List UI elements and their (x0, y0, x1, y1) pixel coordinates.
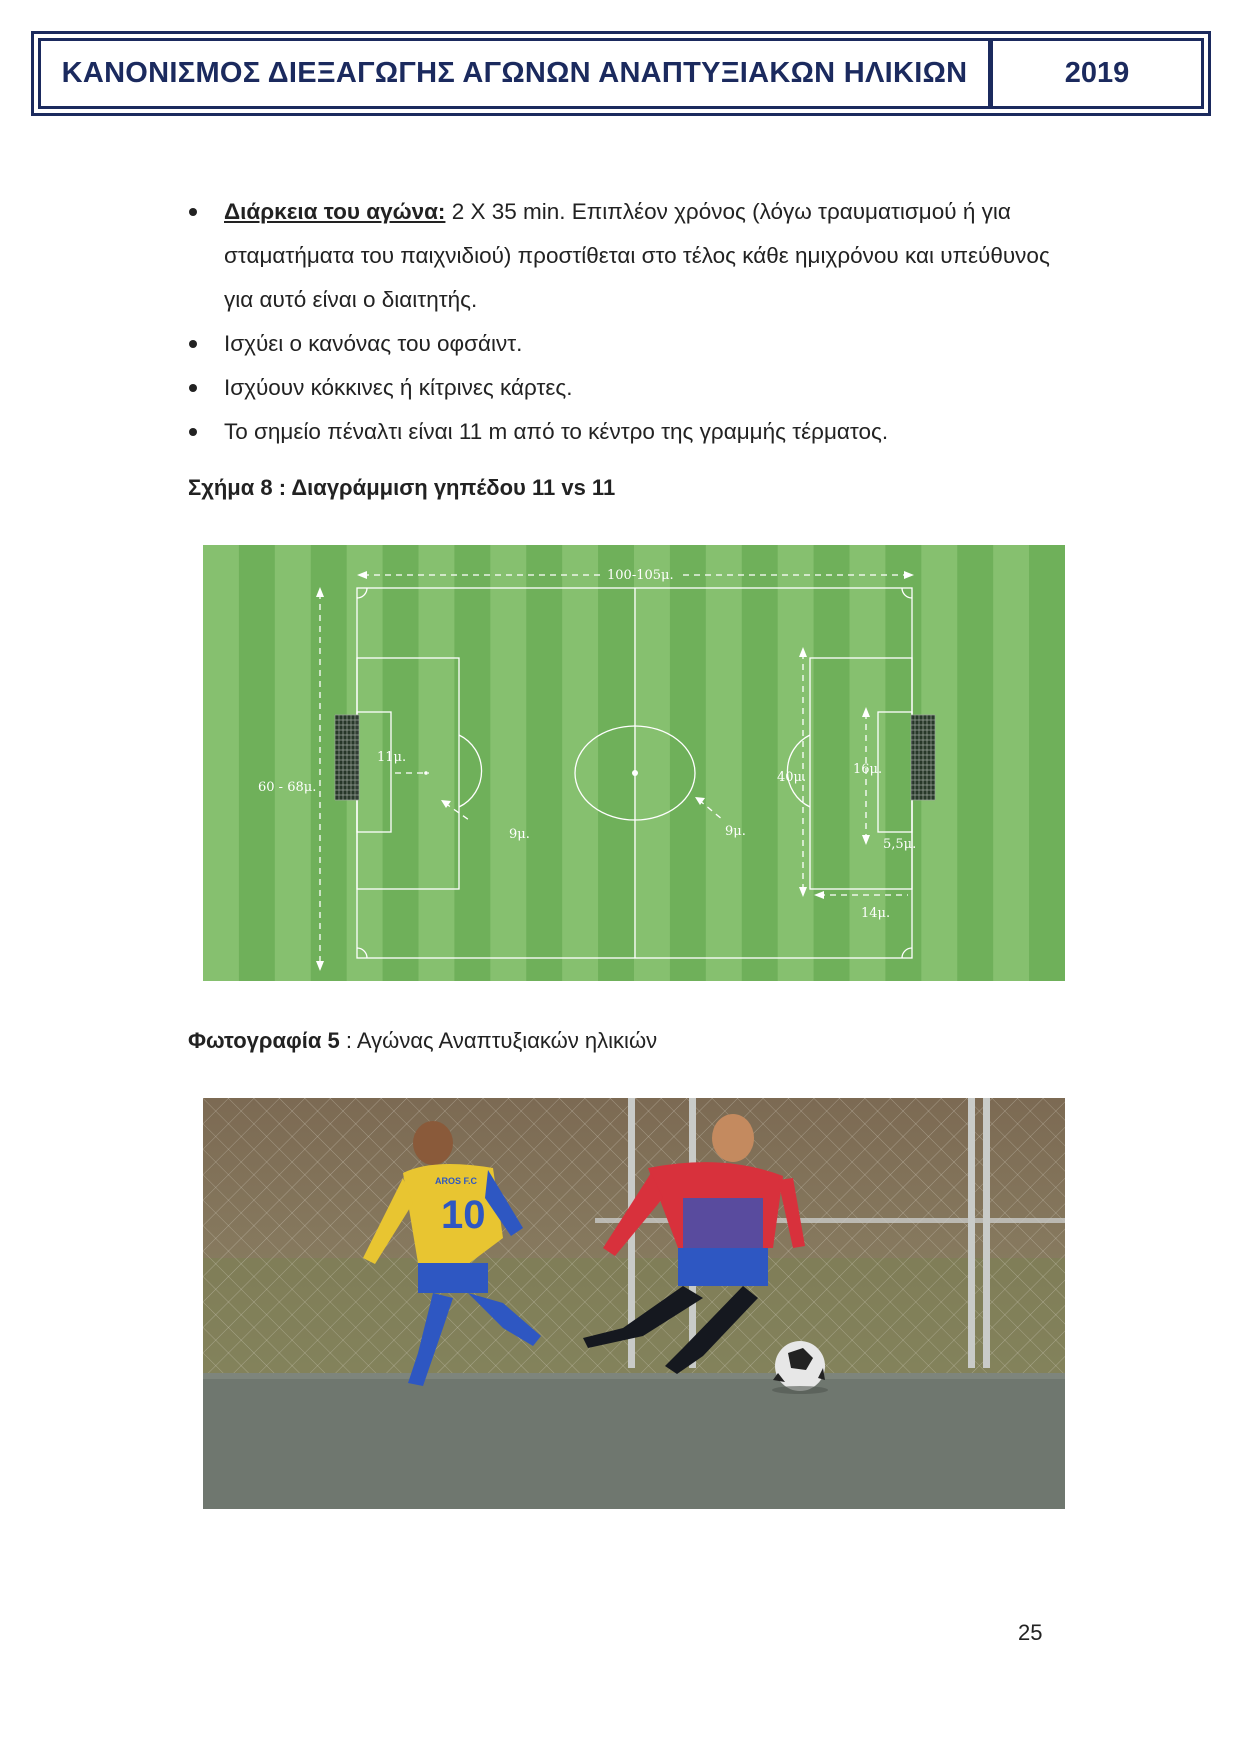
page-header-title: ΚΑΝΟΝΙΣΜΟΣ ΔΙΕΞΑΓΩΓΗΣ ΑΓΩΝΩΝ ΑΝΑΠΤΥΞΙΑΚΩΝ ΗΛΙΚΙΩΝ (41, 41, 993, 106)
label-circle: 9μ. (725, 824, 746, 839)
rule-text: Ισχύει ο κανόνας του οφσάιντ. (224, 331, 523, 356)
grass-stripe (1029, 545, 1065, 981)
grass-stripe (634, 545, 670, 981)
photo-caption-label: Φωτογραφία 5 (188, 1028, 340, 1053)
pitch-diagram (203, 545, 1065, 981)
grass-stripe (993, 545, 1029, 981)
grass-stripe (203, 545, 239, 981)
rule-item-duration (188, 190, 1068, 322)
label-arc: 9μ. (509, 827, 530, 842)
page-header-year: 2019 (1064, 57, 1130, 89)
label-box-width: 40μ. (777, 770, 807, 785)
label-width: 60 - 68μ. (258, 780, 317, 795)
grass-stripe (598, 545, 634, 981)
label-length: 100-105μ. (607, 568, 674, 583)
left-goal-net-icon (335, 715, 359, 800)
page-number: 25 (1018, 1620, 1043, 1645)
rule-item-cards (188, 366, 1068, 410)
pitch-grass-stripes (203, 545, 1065, 981)
grass-stripe (526, 545, 562, 981)
figure-caption (188, 475, 615, 501)
label-goal-area-depth: 5,5μ. (883, 837, 917, 852)
rule-lead: Διάρκεια του αγώνα: (224, 199, 446, 224)
grass-stripe (670, 545, 706, 981)
grass-stripe (814, 545, 850, 981)
rule-text: Το σημείο πέναλτι είναι 11 m από το κέντρο της γραμμής τέρματος. (224, 419, 889, 444)
grass-stripe (419, 545, 455, 981)
grass-stripe (490, 545, 526, 981)
grass-stripe (742, 545, 778, 981)
right-goal-net-icon (911, 715, 935, 800)
grass-stripe (778, 545, 814, 981)
jersey-text: AROS F.C (435, 1176, 478, 1186)
rules-list (188, 190, 1068, 454)
photo-caption (188, 1028, 657, 1054)
rule-text: Ισχύουν κόκκινες ή κίτρινες κάρτες. (224, 375, 573, 400)
grass-stripe (275, 545, 311, 981)
label-goal-area-width: 16μ. (853, 762, 883, 777)
page-header (31, 31, 1211, 116)
label-penalty-spot: 11μ. (377, 750, 407, 765)
label-box-depth: 14μ. (861, 906, 891, 921)
grass-stripe (239, 545, 275, 981)
page-header-frame (38, 38, 1204, 109)
grass-stripe (706, 545, 742, 981)
grass-stripe (562, 545, 598, 981)
figure-caption-label: Σχήμα 8 : Διαγράμμιση γηπέδου 11 vs 11 (188, 475, 616, 500)
grass-stripe (454, 545, 490, 981)
match-photo (203, 1098, 1065, 1509)
jersey-number: 10 (441, 1193, 486, 1237)
photo-pitch-surface (203, 1373, 1065, 1509)
penalty-spot (424, 771, 428, 775)
rule-text: 2 Χ 35 min. Επιπλέον χρόνος (λόγω τραυματισμού ή για σταματήματα του παιχνιδιού) προστίθεται στο τέλος κάθε ημιχρόνου και υπεύθυνος για αυτό είναι ο διαιτητής. (224, 199, 1050, 312)
rule-item-offside (188, 322, 1068, 366)
grass-stripe (957, 545, 993, 981)
center-spot (632, 770, 638, 776)
photo-caption-text: : Αγώνας Αναπτυξιακών ηλικιών (339, 1028, 658, 1053)
rule-item-penalty (188, 410, 1068, 454)
